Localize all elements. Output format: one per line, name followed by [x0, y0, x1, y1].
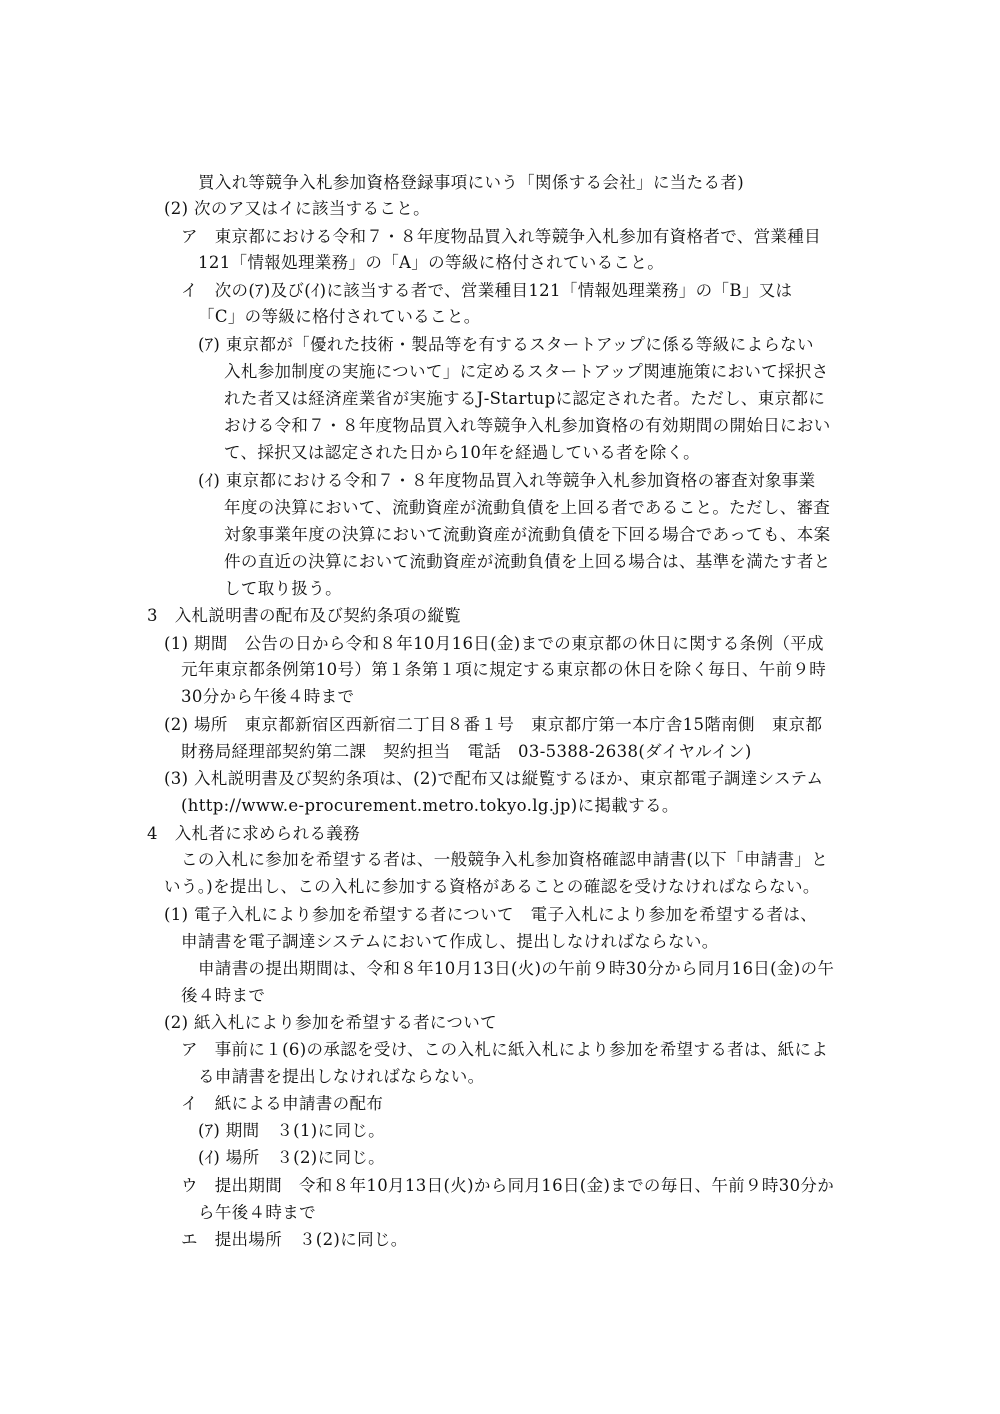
text-line-26: この入札に参加を希望する者は、一般競争入札参加資格確認申請書(以下「申請書」と [181, 850, 829, 869]
text-line-13: 年度の決算において、流動資産が流動負債を上回る者であること。ただし、審査 [224, 498, 831, 517]
text-line-19: 元年東京都条例第10号）第１条第１項に規定する東京都の休日を除く毎日、午前９時 [181, 660, 827, 679]
text-line-1: 買入れ等競争入札参加資格登録事項にいう「関係する会社」に当たる者) [198, 173, 744, 192]
text-line-31: 後４時まで [181, 986, 266, 1005]
section-heading-4: 4 入札者に求められる義務 [147, 824, 361, 843]
text-line-7: (ｱ) 東京都が「優れた技術・製品等を有するスタートアップに係る等級によらない [198, 335, 814, 354]
text-line-39: ら午後４時まで [198, 1203, 316, 1222]
text-line-2: (2) 次のア又はイに該当すること。 [164, 199, 430, 218]
section-heading-3: 3 入札説明書の配布及び契約条項の縦覧 [147, 606, 462, 625]
text-line-33: ア 事前に１(6)の承認を受け、この入札に紙入札により参加を希望する者は、紙によ [181, 1040, 829, 1059]
text-line-37: (ｲ) 場所 ３(2)に同じ。 [198, 1148, 385, 1167]
text-line-40: エ 提出場所 ３(2)に同じ。 [181, 1230, 408, 1249]
text-line-30: 申請書の提出期間は、令和８年10月13日(火)の午前９時30分から同月16日(金)の午 [198, 959, 835, 978]
text-line-10: おける令和７・８年度物品買入れ等競争入札参加資格の有効期間の開始日におい [224, 416, 831, 435]
text-line-22: 財務局経理部契約第二課 契約担当 電話 03-5388-2638(ダイヤルイン) [181, 742, 752, 761]
text-line-23: (3) 入札説明書及び契約条項は、(2)で配布又は縦覧するほか、東京都電子調達システム [164, 769, 824, 788]
text-line-20: 30分から午後４時まで [181, 687, 355, 706]
text-line-6: 「C」の等級に格付されていること。 [198, 307, 481, 326]
text-line-28: (1) 電子入札により参加を希望する者について 電子入札により参加を希望する者は、 [164, 905, 818, 924]
text-line-35: イ 紙による申請書の配布 [181, 1094, 384, 1113]
text-line-8: 入札参加制度の実施について」に定めるスタートアップ関連施策において採択さ [224, 362, 829, 381]
url-line: (http://www.e-procurement.metro.tokyo.lg.jp)に掲載する。 [181, 796, 679, 815]
text-line-16: して取り扱う。 [224, 579, 342, 598]
text-line-27: いう。)を提出し、この入札に参加する資格があることの確認を受けなければならない。 [164, 877, 820, 896]
text-line-4: 121「情報処理業務」の「A」の等級に格付されていること。 [198, 253, 665, 272]
text-line-3: ア 東京都における令和７・８年度物品買入れ等競争入札参加有資格者で、営業種目 [181, 227, 821, 246]
text-line-34: る申請書を提出しなければならない。 [198, 1067, 485, 1086]
text-line-36: (ｱ) 期間 ３(1)に同じ。 [198, 1121, 385, 1140]
text-line-29: 申請書を電子調達システムにおいて作成し、提出しなければならない。 [181, 932, 719, 951]
text-line-32: (2) 紙入札により参加を希望する者について [164, 1013, 497, 1032]
text-line-14: 対象事業年度の決算において流動資産が流動負債を下回る場合であっても、本案 [224, 525, 831, 544]
text-line-21: (2) 場所 東京都新宿区西新宿二丁目８番１号 東京都庁第一本庁舎15階南側 東京都 [164, 715, 823, 734]
text-line-9: れた者又は経済産業省が実施するJ-Startupに認定された者。ただし、東京都に [224, 389, 826, 408]
text-line-15: 件の直近の決算において流動資産が流動負債を上回る場合は、基準を満たす者と [224, 552, 831, 571]
text-line-18: (1) 期間 公告の日から令和８年10月16日(金)までの東京都の休日に関する条例（平成 [164, 634, 824, 653]
text-line-11: て、採択又は認定された日から10年を経過している者を除く。 [224, 443, 700, 462]
text-line-5: イ 次の(ｱ)及び(ｲ)に該当する者で、営業種目121「情報処理業務」の「B」又は [181, 281, 793, 300]
text-line-38: ウ 提出期間 令和８年10月13日(火)から同月16日(金)までの毎日、午前９時30分か [181, 1176, 835, 1195]
text-line-12: (ｲ) 東京都における令和７・８年度物品買入れ等競争入札参加資格の審査対象事業 [198, 471, 816, 490]
